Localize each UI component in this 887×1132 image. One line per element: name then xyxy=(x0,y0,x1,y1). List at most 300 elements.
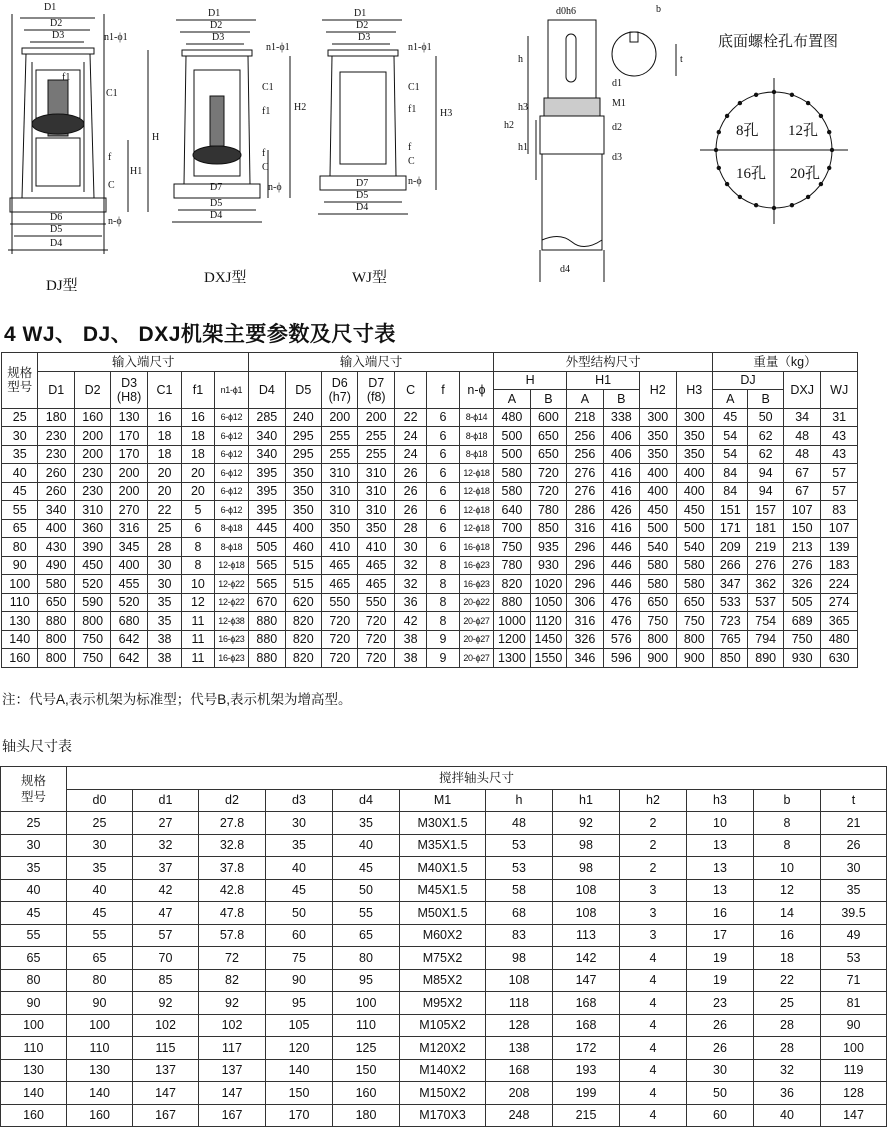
bolt-hole-mark xyxy=(725,182,729,186)
table-cell: 850 xyxy=(713,649,748,668)
table-cell: 83 xyxy=(821,501,858,520)
table-cell: 16-ϕ23 xyxy=(459,556,494,575)
table-cell: 157 xyxy=(748,501,783,520)
header-h2: H2 xyxy=(640,371,676,408)
table-cell: 49 xyxy=(821,924,887,947)
table-cell: 57.8 xyxy=(199,924,266,947)
table-cell: 350 xyxy=(285,501,321,520)
frame-dimensions-table xyxy=(1,352,858,668)
table-cell: 28 xyxy=(754,1037,821,1060)
table-cell: 110 xyxy=(1,1037,67,1060)
dj-frame-drawing xyxy=(8,14,148,254)
table-cell: 720 xyxy=(322,630,358,649)
table-cell: 2 xyxy=(620,834,687,857)
table-cell: 6 xyxy=(427,464,459,483)
table-cell: 450 xyxy=(74,556,110,575)
table-cell: 224 xyxy=(821,575,858,594)
table-cell: 820 xyxy=(494,575,530,594)
table-cell: 930 xyxy=(783,649,820,668)
table-cell: 32 xyxy=(394,575,426,594)
table-cell: 45 xyxy=(266,879,333,902)
table-cell: 71 xyxy=(821,969,887,992)
table-cell: 390 xyxy=(74,538,110,557)
table-cell: 18 xyxy=(182,427,214,446)
table-row xyxy=(2,556,858,575)
table-cell: 350 xyxy=(640,427,676,446)
table-cell: 92 xyxy=(133,992,199,1015)
table-cell: 505 xyxy=(783,593,820,612)
table-cell: 765 xyxy=(713,630,748,649)
table-cell: 40 xyxy=(266,857,333,880)
table-cell: 465 xyxy=(358,556,394,575)
table-cell: 20-ϕ27 xyxy=(459,630,494,649)
table-cell: 296 xyxy=(567,575,603,594)
table-cell: 55 xyxy=(2,501,38,520)
table-cell: 400 xyxy=(285,519,321,538)
table-cell: 50 xyxy=(748,408,783,427)
table-cell: 81 xyxy=(821,992,887,1015)
dj-label-d4: D4 xyxy=(50,238,63,249)
table-cell: 400 xyxy=(111,556,147,575)
header-d4: D4 xyxy=(249,371,285,408)
table-cell: 6 xyxy=(427,482,459,501)
bolt-hole-mark xyxy=(754,203,758,207)
table-cell: 130 xyxy=(67,1059,133,1082)
table-cell: 565 xyxy=(249,575,285,594)
header-weight-group: 重量（kg） xyxy=(713,353,858,372)
bolt-label-8: 8孔 xyxy=(736,123,759,139)
bolt-hole-mark xyxy=(717,130,721,134)
table-cell: 34 xyxy=(783,408,820,427)
table-cell: 347 xyxy=(713,575,748,594)
wj-label-d1: D1 xyxy=(354,8,367,19)
table-cell: 147 xyxy=(199,1082,266,1105)
table-cell: 119 xyxy=(821,1059,887,1082)
table-cell: 12 xyxy=(754,879,821,902)
table-cell: 108 xyxy=(553,879,620,902)
table-cell: 476 xyxy=(603,612,639,631)
table-cell: 500 xyxy=(494,427,530,446)
table-cell: 16-ϕ23 xyxy=(459,575,494,594)
table-cell: 8 xyxy=(427,575,459,594)
table-cell: 750 xyxy=(676,612,713,631)
table-cell: 310 xyxy=(322,464,358,483)
table-cell: 650 xyxy=(530,445,566,464)
table-cell: 57 xyxy=(821,482,858,501)
table-cell: 316 xyxy=(111,519,147,538)
table-cell: 30 xyxy=(266,812,333,835)
table-cell: 620 xyxy=(285,593,321,612)
table-cell: 580 xyxy=(640,556,676,575)
table-row xyxy=(1,902,887,925)
table-cell: 38 xyxy=(147,630,181,649)
shaft-table-body xyxy=(1,812,887,1127)
bolt-hole-mark xyxy=(819,182,823,186)
table-cell: 310 xyxy=(358,482,394,501)
table-cell: M40X1.5 xyxy=(400,857,486,880)
table-cell: 20 xyxy=(147,482,181,501)
table-cell: 540 xyxy=(676,538,713,557)
table-cell: 100 xyxy=(821,1037,887,1060)
table-cell: 800 xyxy=(676,630,713,649)
wj-label-c1: C1 xyxy=(408,82,420,93)
table-cell: 55 xyxy=(333,902,400,925)
table-cell: 110 xyxy=(333,1014,400,1037)
table-cell: 54 xyxy=(713,427,748,446)
table-cell: 137 xyxy=(133,1059,199,1082)
table-cell: 55 xyxy=(1,924,67,947)
table-cell: 28 xyxy=(147,538,181,557)
table-cell: 395 xyxy=(249,482,285,501)
table-cell: 12-ϕ18 xyxy=(459,464,494,483)
header-d1: D1 xyxy=(38,371,74,408)
table-cell: 32 xyxy=(754,1059,821,1082)
dxj-label-d2: D2 xyxy=(210,20,223,31)
table-cell: 26 xyxy=(394,464,426,483)
table-cell: 16 xyxy=(687,902,754,925)
table-cell: 476 xyxy=(603,593,639,612)
table-cell: 446 xyxy=(603,575,639,594)
table-cell: 35 xyxy=(821,879,887,902)
shaft-label-d1: d1 xyxy=(612,78,622,89)
header-d5: D5 xyxy=(285,371,321,408)
table-cell: 8-ϕ18 xyxy=(214,538,248,557)
bolt-hole-mark xyxy=(806,195,810,199)
table-cell: 57 xyxy=(821,464,858,483)
technical-drawings xyxy=(0,0,860,300)
header-h: H xyxy=(494,371,567,390)
table-cell: 12-ϕ18 xyxy=(459,501,494,520)
header-dxj: DXJ xyxy=(783,371,820,408)
shaft-label-d4: d4 xyxy=(560,264,570,275)
table-cell: 138 xyxy=(486,1037,553,1060)
table-row xyxy=(1,947,887,970)
table-cell: 10 xyxy=(754,857,821,880)
table-cell: 3 xyxy=(620,902,687,925)
table-cell: 4 xyxy=(620,1014,687,1037)
table-cell: 720 xyxy=(358,649,394,668)
table-cell: 880 xyxy=(38,612,74,631)
shaft-label-m1: M1 xyxy=(612,98,626,109)
header-h1-b: B xyxy=(603,390,639,409)
header-model: 规格 型号 xyxy=(2,353,38,409)
table-row xyxy=(2,538,858,557)
table-cell: 450 xyxy=(676,501,713,520)
table-cell: 171 xyxy=(713,519,748,538)
table-cell: 6 xyxy=(427,538,459,557)
table-cell: 28 xyxy=(754,1014,821,1037)
shaft-label-b: b xyxy=(656,4,661,15)
table-cell: 35 xyxy=(2,445,38,464)
table-cell: 340 xyxy=(249,445,285,464)
table-cell: 18 xyxy=(147,427,181,446)
table-cell: 150 xyxy=(266,1082,333,1105)
table-cell: 199 xyxy=(553,1082,620,1105)
bolt-hole-mark xyxy=(830,148,834,152)
table-cell: M35X1.5 xyxy=(400,834,486,857)
table-cell: 6 xyxy=(427,427,459,446)
table-cell: 4 xyxy=(620,1104,687,1127)
table-cell: 2 xyxy=(620,812,687,835)
table-cell: 446 xyxy=(603,556,639,575)
table-cell: 600 xyxy=(530,408,566,427)
table-cell: 53 xyxy=(486,857,553,880)
table-cell: 8-ϕ18 xyxy=(459,427,494,446)
table-cell: 500 xyxy=(676,519,713,538)
table-cell: 820 xyxy=(285,649,321,668)
table-cell: 147 xyxy=(553,969,620,992)
table-cell: 209 xyxy=(713,538,748,557)
table-cell: 406 xyxy=(603,427,639,446)
header-dj-b: B xyxy=(748,390,783,409)
table-cell: 12-ϕ22 xyxy=(214,593,248,612)
table-cell: 147 xyxy=(133,1082,199,1105)
header-shape-group: 外型结构尺寸 xyxy=(494,353,713,372)
table-cell: 900 xyxy=(676,649,713,668)
table-cell: 115 xyxy=(133,1037,199,1060)
table-cell: 520 xyxy=(74,575,110,594)
shaft-header-col: h2 xyxy=(620,789,687,812)
table-cell: 345 xyxy=(111,538,147,557)
table-cell: 90 xyxy=(67,992,133,1015)
table-cell: 270 xyxy=(111,501,147,520)
shaft-header-col: h1 xyxy=(553,789,620,812)
table-cell: 183 xyxy=(821,556,858,575)
table-cell: 6 xyxy=(427,445,459,464)
table-cell: 110 xyxy=(2,593,38,612)
shaft-header-col: d1 xyxy=(133,789,199,812)
table-cell: 20-ϕ27 xyxy=(459,612,494,631)
header-h3: H3 xyxy=(676,371,713,408)
table-cell: 590 xyxy=(74,593,110,612)
dxj-label-d4: D4 xyxy=(210,210,223,221)
table-cell: 128 xyxy=(821,1082,887,1105)
table-cell: 274 xyxy=(821,593,858,612)
table-row xyxy=(1,992,887,1015)
table-cell: 6 xyxy=(182,519,214,538)
shaft-label-t: t xyxy=(680,54,683,65)
table-cell: 285 xyxy=(249,408,285,427)
table-cell: 650 xyxy=(676,593,713,612)
table-cell: 1300 xyxy=(494,649,530,668)
table-cell: 2 xyxy=(620,857,687,880)
table-cell: 151 xyxy=(713,501,748,520)
table-cell: 72 xyxy=(199,947,266,970)
table-cell: 720 xyxy=(358,612,394,631)
wj-label-d5: D5 xyxy=(356,190,369,201)
table-cell: 6 xyxy=(427,501,459,520)
table-cell: 160 xyxy=(74,408,110,427)
table-cell: 65 xyxy=(67,947,133,970)
table-cell: 200 xyxy=(111,482,147,501)
table-cell: 310 xyxy=(74,501,110,520)
table-cell: 45 xyxy=(713,408,748,427)
shaft-header-col: d4 xyxy=(333,789,400,812)
table-cell: 12-ϕ38 xyxy=(214,612,248,631)
bolt-hole-layout-drawing xyxy=(700,78,848,224)
table-cell: 95 xyxy=(266,992,333,1015)
table-cell: 30 xyxy=(67,834,133,857)
table-cell: 27.8 xyxy=(199,812,266,835)
table-cell: 800 xyxy=(38,649,74,668)
table-cell: 35 xyxy=(333,812,400,835)
table-cell: 181 xyxy=(748,519,783,538)
table-row xyxy=(1,924,887,947)
table-cell: 168 xyxy=(553,1014,620,1037)
table-cell: 25 xyxy=(67,812,133,835)
table-cell: 94 xyxy=(748,464,783,483)
table-cell: 118 xyxy=(486,992,553,1015)
table-cell: 750 xyxy=(640,612,676,631)
table-cell: 22 xyxy=(754,969,821,992)
table-cell: 180 xyxy=(333,1104,400,1127)
table-cell: 750 xyxy=(494,538,530,557)
dj-label-nphi: n-ϕ xyxy=(108,216,122,227)
table-cell: 260 xyxy=(38,464,74,483)
table-cell: 8-ϕ18 xyxy=(459,445,494,464)
dj-label-d3: D3 xyxy=(52,30,65,41)
table-cell: 8 xyxy=(182,556,214,575)
table-cell: 515 xyxy=(285,556,321,575)
shaft-header-col: d0 xyxy=(67,789,133,812)
table-cell: 230 xyxy=(74,464,110,483)
header-d3: D3 (H8) xyxy=(111,371,147,408)
wj-label-d4: D4 xyxy=(356,202,369,213)
table-row xyxy=(2,575,858,594)
table-cell: 45 xyxy=(1,902,67,925)
table-cell: 12-ϕ18 xyxy=(214,556,248,575)
table-cell: 537 xyxy=(748,593,783,612)
table-cell: 48 xyxy=(783,427,820,446)
table-cell: 160 xyxy=(67,1104,133,1127)
table-cell: 276 xyxy=(567,464,603,483)
table-cell: 689 xyxy=(783,612,820,631)
table-cell: 465 xyxy=(322,556,358,575)
table-cell: 720 xyxy=(358,630,394,649)
table-cell: 98 xyxy=(486,947,553,970)
table-cell: 515 xyxy=(285,575,321,594)
table-cell: 125 xyxy=(333,1037,400,1060)
table-cell: 6-ϕ12 xyxy=(214,445,248,464)
table-row xyxy=(1,857,887,880)
table-cell: 350 xyxy=(285,482,321,501)
table-cell: 180 xyxy=(38,408,74,427)
table-cell: 350 xyxy=(285,464,321,483)
table-cell: 85 xyxy=(133,969,199,992)
table-cell: 83 xyxy=(486,924,553,947)
shaft-header-col: d2 xyxy=(199,789,266,812)
table-cell: 9 xyxy=(427,630,459,649)
table-cell: 62 xyxy=(748,445,783,464)
dxj-label-f1: f1 xyxy=(262,106,271,117)
table-cell: 276 xyxy=(783,556,820,575)
table-cell: 35 xyxy=(266,834,333,857)
bolt-hole-mark xyxy=(790,93,794,97)
table-cell: 295 xyxy=(285,427,321,446)
table-cell: 316 xyxy=(567,519,603,538)
table-cell: M140X2 xyxy=(400,1059,486,1082)
table-cell: 90 xyxy=(1,992,67,1015)
dj-label-d1: D1 xyxy=(44,2,57,13)
table-cell: 670 xyxy=(249,593,285,612)
table-cell: 8 xyxy=(182,538,214,557)
table-cell: 410 xyxy=(322,538,358,557)
table-cell: 27 xyxy=(133,812,199,835)
wj-label-n1: n1-ϕ1 xyxy=(408,42,432,53)
header-input-group: 输入端尺寸 xyxy=(38,353,249,372)
table-cell: 416 xyxy=(603,519,639,538)
table-row xyxy=(1,1014,887,1037)
table-cell: 47 xyxy=(133,902,199,925)
table-cell: 120 xyxy=(266,1037,333,1060)
table-cell: 880 xyxy=(249,630,285,649)
header-d7: D7 (f8) xyxy=(358,371,394,408)
shaft-label-h1: h1 xyxy=(518,142,528,153)
table-cell: 60 xyxy=(687,1104,754,1127)
table-cell: 98 xyxy=(553,857,620,880)
table-cell: 57 xyxy=(133,924,199,947)
dj-label-n1: n1-ϕ1 xyxy=(104,32,128,43)
table-cell: 340 xyxy=(249,427,285,446)
header-h1: H1 xyxy=(567,371,640,390)
table-cell: 160 xyxy=(1,1104,67,1127)
bolt-hole-mark xyxy=(827,130,831,134)
table-cell: 84 xyxy=(713,464,748,483)
table-cell: 94 xyxy=(748,482,783,501)
table-cell: 16-ϕ18 xyxy=(459,538,494,557)
dj-label-c1: C1 xyxy=(106,88,118,99)
table-cell: 750 xyxy=(74,649,110,668)
table-cell: 137 xyxy=(199,1059,266,1082)
table-cell: 67 xyxy=(783,464,820,483)
table-row xyxy=(2,464,858,483)
bolt-label-20: 20孔 xyxy=(790,166,821,182)
table-row xyxy=(1,834,887,857)
header-nphi: n-ϕ xyxy=(459,371,494,408)
table-cell: 105 xyxy=(266,1014,333,1037)
table-cell: 326 xyxy=(783,575,820,594)
table-cell: 65 xyxy=(1,947,67,970)
table-cell: 296 xyxy=(567,556,603,575)
table-cell: 14 xyxy=(754,902,821,925)
table-cell: 750 xyxy=(74,630,110,649)
table-cell: 36 xyxy=(754,1082,821,1105)
dj-label-d2: D2 xyxy=(50,18,63,29)
table-cell: 12-ϕ22 xyxy=(214,575,248,594)
bolt-hole-mark xyxy=(772,90,776,94)
table-cell: M150X2 xyxy=(400,1082,486,1105)
table-cell: 80 xyxy=(1,969,67,992)
bolt-hole-mark xyxy=(772,206,776,210)
table-cell: 75 xyxy=(266,947,333,970)
dj-label-c: C xyxy=(108,180,115,191)
table-cell: 11 xyxy=(182,612,214,631)
table-cell: 100 xyxy=(1,1014,67,1037)
caption-dxj: DXJ型 xyxy=(204,270,247,286)
shaft-label-h: h xyxy=(518,54,523,65)
table-cell: 40 xyxy=(2,464,38,483)
table-cell: M105X2 xyxy=(400,1014,486,1037)
table-cell: 67 xyxy=(783,482,820,501)
table-cell: 580 xyxy=(494,464,530,483)
bolt-hole-mark xyxy=(827,166,831,170)
table-cell: 780 xyxy=(494,556,530,575)
header-h1-a: A xyxy=(567,390,603,409)
table-cell: 38 xyxy=(147,649,181,668)
table-cell: 25 xyxy=(1,812,67,835)
table-cell: 340 xyxy=(38,501,74,520)
table-cell: 98 xyxy=(553,834,620,857)
